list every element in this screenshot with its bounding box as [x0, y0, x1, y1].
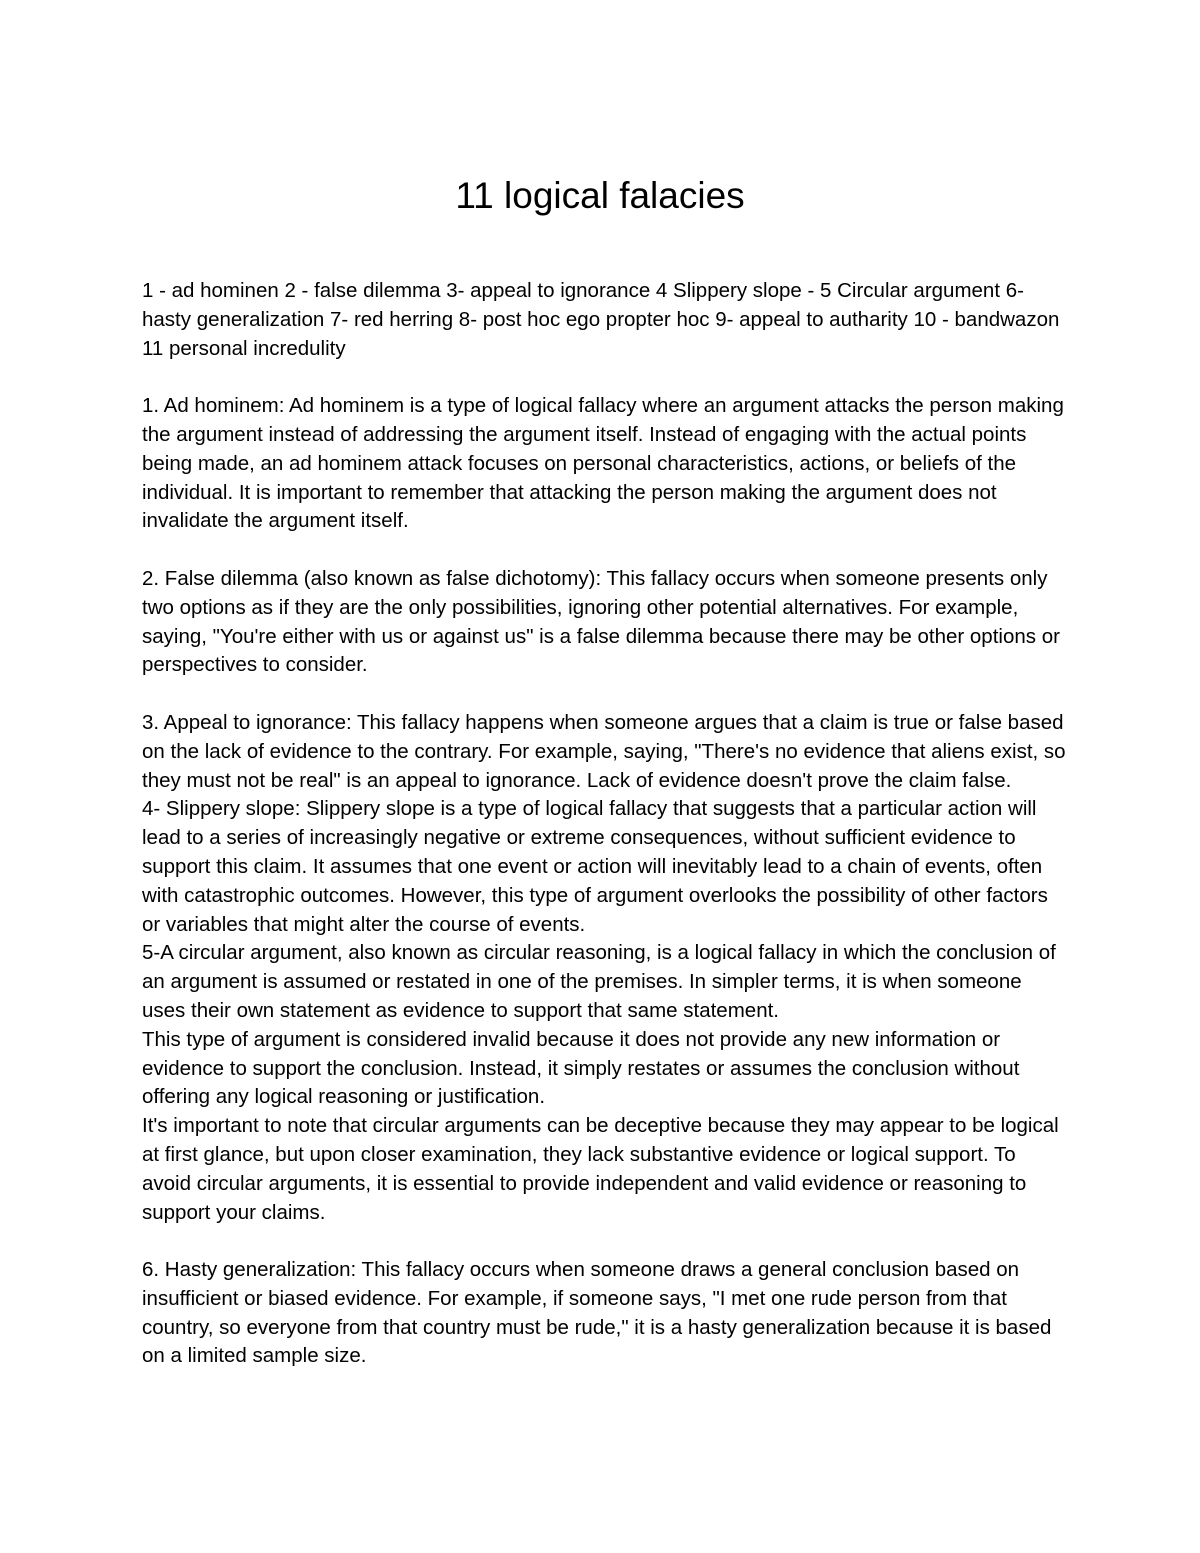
paragraph-spacer — [142, 680, 1067, 709]
paragraph-spacer — [142, 536, 1067, 565]
paragraph-circular-argument-invalid: This type of argument is considered invalid because it does not provide any new information or evidence to support the conclusion. Instead, it simply restates or assumes the conclusion without offering any logical reasoning or justification. — [142, 1027, 1020, 1109]
paragraph-circular-argument: 5-A circular argument, also known as circular reasoning, is a logical fallacy in which the conclusion of an argument is assumed or restated in one of the premises. In simpler terms, it is when someone uses their own statement as evidence to support that same statement. — [142, 941, 1056, 1022]
document-body — [142, 277, 1067, 1371]
paragraph-slippery-slope: 4- Slippery slope: Slippery slope is a type of logical fallacy that suggests that a particular action will lead to a series of increasingly negative or extreme consequences, without sufficient evidence to support this claim. It assumes that one event or action will inevitably lead to a chain of events, often with catastrophic outcomes. However, this type of argument overlooks the possibility of other factors or variables that might alter the course of events. — [142, 797, 1048, 936]
paragraph-circular-argument-note: It's important to note that circular arguments can be deceptive because they may appear to be logical at first glance, but upon closer examination, they lack substantive evidence or logical support. To avoid circular arguments, it is essential to provide independent and valid evidence or reasoning to support your claims. — [142, 1114, 1059, 1224]
paragraph-hasty-generalization: 6. Hasty generalization: This fallacy occurs when someone draws a general conclusion based on insufficient or biased evidence. For example, if someone says, "I met one rude person from that country, so everyone from that country must be rude," it is a hasty generalization because it is based on a limited sample size. — [142, 1258, 1052, 1368]
document-title: 11 logical falacies — [455, 175, 745, 216]
paragraph-ad-hominem: 1. Ad hominem: Ad hominem is a type of logical fallacy where an argument attacks the person making the argument instead of addressing the argument itself. Instead of engaging with the actual points being made, an ad hominem attack focuses on personal characteristics, actions, or beliefs of the individual. It is important to remember that attacking the person making the argument does not invalidate the argument itself. — [142, 394, 1064, 533]
fallacy-list-summary: 1 - ad hominen 2 - false dilemma 3- appeal to ignorance 4 Slippery slope - 5 Circular argument 6-hasty generalization 7- red herring 8- post hoc ego propter hoc 9- appeal to autharity 10 - bandwazon 11 personal incredulity — [142, 279, 1060, 360]
paragraph-spacer — [142, 1227, 1067, 1256]
paragraph-false-dilemma: 2. False dilemma (also known as false dichotomy): This fallacy occurs when someone presents only two options as if they are the only possibilities, ignoring other potential alternatives. For example, saying, "You're either with us or against us" is a false dilemma because there may be other options or perspectives to consider. — [142, 566, 1060, 677]
paragraph-appeal-to-ignorance: 3. Appeal to ignorance: This fallacy happens when someone argues that a claim is true or false based on the lack of evidence to the contrary. For example, saying, "There's no evidence that aliens exist, so they must not be real" is an appeal to ignorance. Lack of evidence doesn't prove the claim false. — [142, 710, 1066, 792]
paragraph-spacer — [142, 363, 1067, 392]
